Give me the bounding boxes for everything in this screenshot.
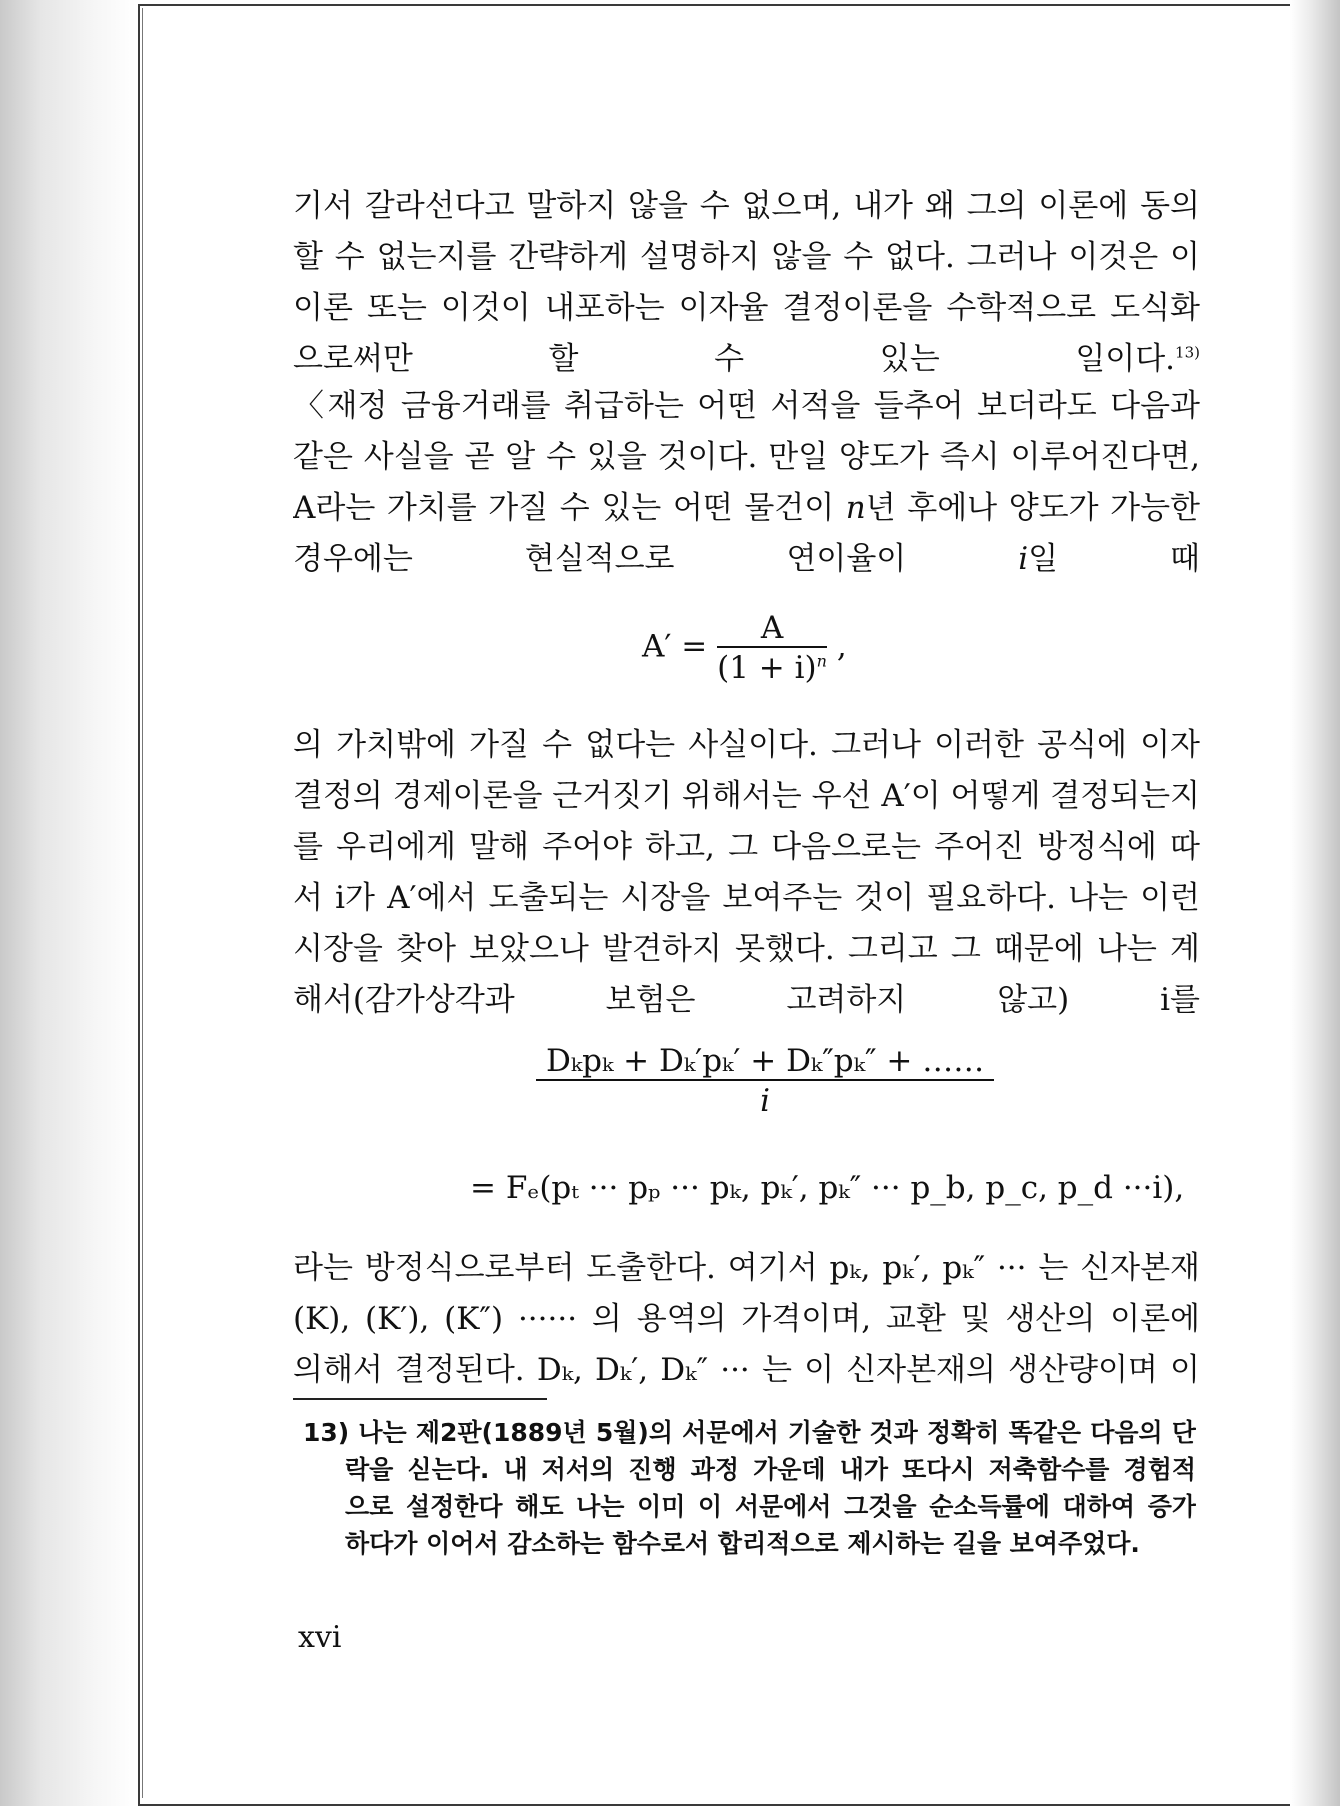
text-line: 의 가치밖에 가질 수 없다는 사실이다. 그러나 이러한 공식에 이자 [293,727,1200,763]
footnote-line: 13) 나는 제2판(1889년 5월)의 서문에서 기술한 것과 정확히 똑같은 다음의 단 [303,1418,1196,1447]
text-line: 으로써만 할 수 있는 일이다.$^{13)}$ [293,341,1200,377]
right-page-shadow [1290,0,1340,1806]
equation-lhs: A′ = [642,628,708,665]
text-line: 같은 사실을 곧 알 수 있을 것이다. 만일 양도가 즉시 이루어진다면, [293,439,1200,475]
footnote-13 [303,1414,1196,1562]
text-line: 할 수 없는지를 간략하게 설명하지 않을 수 없다. 그러나 이것은 이 [293,239,1200,275]
text-line: 이론 또는 이것이 내포하는 이자율 결정이론을 수학적으로 도식화 [293,290,1200,326]
text-line: 〈재정 금융거래를 취급하는 어떤 서적을 들추어 보더라도 다음과 [293,388,1200,424]
paragraph-3 [293,720,1200,1026]
footnote-rule [293,1398,547,1400]
paragraph-4 [293,1243,1200,1396]
text-line: 기서 갈라선다고 말하지 않을 수 없으며, 내가 왜 그의 이론에 동의 [293,188,1200,224]
page-number: xvi [298,1620,342,1655]
equation-rhs: = Fₑ(pₜ ··· pₚ ··· pₖ, pₖ′, pₖ″ ··· p_b, p_c, p_d ···i), [470,1170,1185,1206]
text-line: 시장을 찾아 보았으나 발견하지 못했다. 그리고 그 때문에 나는 계 [293,931,1200,967]
paragraph-1 [293,181,1200,385]
page-edge-line [142,8,143,1798]
text-line: 경우에는 현실적으로 연이율이 i일 때 [293,541,1200,577]
footnote-line: 하다가 이어서 감소하는 함수로서 합리적으로 제시하는 길을 보여주었다. [345,1529,1140,1558]
text-line: 결정의 경제이론을 근거짓기 위해서는 우선 A′이 어떻게 결정되는지 [293,778,1200,814]
text-line: (K), (K′), (K″) ······ 의 용역의 가격이며, 교환 및 생산의 이론에 [293,1301,1200,1337]
text-line: 를 우리에게 말해 주어야 하고, 그 다음으로는 주어진 방정식에 따 [293,829,1200,865]
equation-fraction: $\frac{A}{(1 + i)^n}$ [717,610,827,686]
text-line: 의해서 결정된다. Dₖ, Dₖ′, Dₖ″ ··· 는 이 신자본재의 생산량이며 이 [293,1352,1200,1388]
text-line: 라는 방정식으로부터 도출한다. 여기서 pₖ, pₖ′, pₖ″ ··· 는 신자본재 [293,1250,1200,1286]
equation-interest-fraction: $\frac{\text{Dₖpₖ + Dₖ′pₖ′ + Dₖ″pₖ″ + ……}}{i}$ [536,1043,994,1119]
footnote-line: 으로 설정한다 해도 나는 이미 이 서문에서 그것을 순소득률에 대하여 증가 [345,1492,1196,1521]
text-line: A라는 가치를 가질 수 있는 어떤 물건이 n년 후에나 양도가 가능한 [293,490,1200,526]
footnote-line: 락을 싣는다. 내 저서의 진행 과정 가운데 내가 또다시 저축함수를 경험적 [345,1455,1196,1484]
equation-present-value: A′ = $\frac{A}{(1 + i)^n}$ , [642,610,847,686]
text-line: 해서(감가상각과 보험은 고려하지 않고) i를 [293,982,1200,1018]
text-line: 서 i가 A′에서 도출되는 시장을 보여주는 것이 필요하다. 나는 이런 [293,880,1200,916]
left-page-gutter [0,0,136,1806]
paragraph-2 [293,381,1200,585]
footnote-ref: 13) [1175,343,1200,362]
